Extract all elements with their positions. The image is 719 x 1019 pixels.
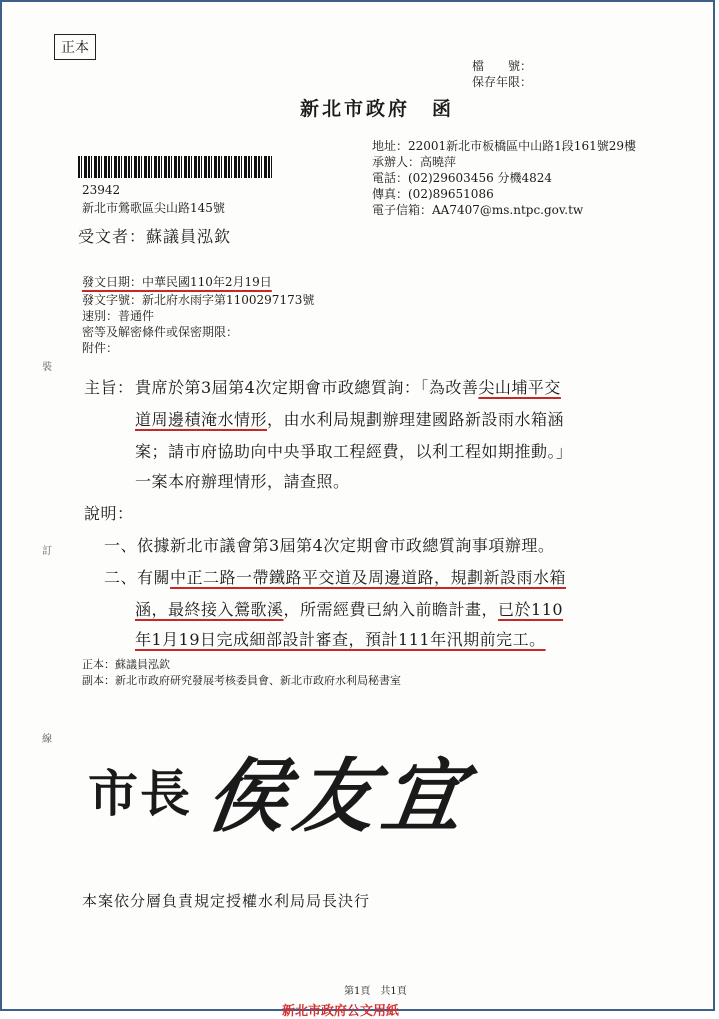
delivery-speed: 速別：普通件 [82,309,155,323]
file-number-label: 檔 號： [472,59,533,73]
explanation-item-2-line-1: 二、有關中正二路一帶鐵路平交道及周邊道路，規劃新設雨水箱 [104,568,567,587]
mailing-address: 新北市鶯歌區尖山路145號 [82,201,225,215]
handler: 承辦人：高曉萍 [372,155,457,169]
subject-label: 主旨： [84,378,134,397]
phone: 電話：(02)29603456 分機4824 [372,171,553,185]
fax: 傳真：(02)89651086 [372,187,494,201]
email: 電子信箱：AA7407@ms.ntpc.gov.tw [372,203,584,217]
copy-mark: 正本 [54,34,96,60]
explanation-item-2-line-3: 年1月19日完成細部設計審查，預計111年汛期前完工。 [135,630,546,649]
mailing-zip: 23942 [82,183,121,197]
barcode-image [78,156,272,178]
binding-mark-1: 裝 [42,362,52,373]
subject-line-4: 一案本府辦理情形，請查照。 [135,472,350,491]
subject-highlight-1: 尖山埔平交 [478,378,561,397]
secrecy-level: 密等及解密條件或保密期限： [82,325,239,339]
subject-line-1: 貴席於第3屆第4次定期會市政總質詢：「為改善尖山埔平交 [135,378,561,397]
copy-recipients: 副本：新北市政府研究發展考核委員會、新北市政府水利局秘書室 [82,674,401,687]
issue-date: 發文日期：中華民國110年2月19日 [82,275,272,289]
agency-address: 地址：22001新北市板橋區中山路1段161號29樓 [372,139,636,153]
signature-title: 市長 [88,765,192,823]
delegation-note: 本案依分層負責規定授權水利局局長決行 [82,892,371,910]
explanation-item-1: 一、依據新北市議會第3屆第4次定期會市政總質詢事項辦理。 [104,536,555,555]
retention-label: 保存年限： [472,75,533,89]
paper-label: 新北市政府公文用紙 [282,1004,400,1019]
subject-line-2: 道周邊積淹水情形，由水利局規劃辦理建國路新設雨水箱涵 [135,410,565,429]
document-title: 新北市政府 函 [300,98,455,120]
binding-mark-3: 線 [42,734,52,745]
binding-mark-2: 訂 [42,546,52,557]
original-recipient: 正本：蘇議員泓欽 [82,658,170,671]
explanation-label: 說明： [84,504,134,523]
attachments: 附件： [82,341,119,355]
signature-name: 侯友宜 [200,749,478,843]
recipient: 受文者：蘇議員泓欽 [78,227,232,246]
document-number: 發文字號：新北府水雨字第1100297173號 [82,293,315,307]
subject-line-3: 案；請市府協助向中央爭取工程經費，以利工程如期推動。」 [135,442,573,461]
explanation-item-2-line-2: 涵，最終接入鶯歌溪，所需經費已納入前瞻計畫，已於110 [135,600,564,619]
subject-highlight-2: 道周邊積淹水情形 [135,410,268,429]
page-number: 第1頁 共1頁 [344,986,407,997]
